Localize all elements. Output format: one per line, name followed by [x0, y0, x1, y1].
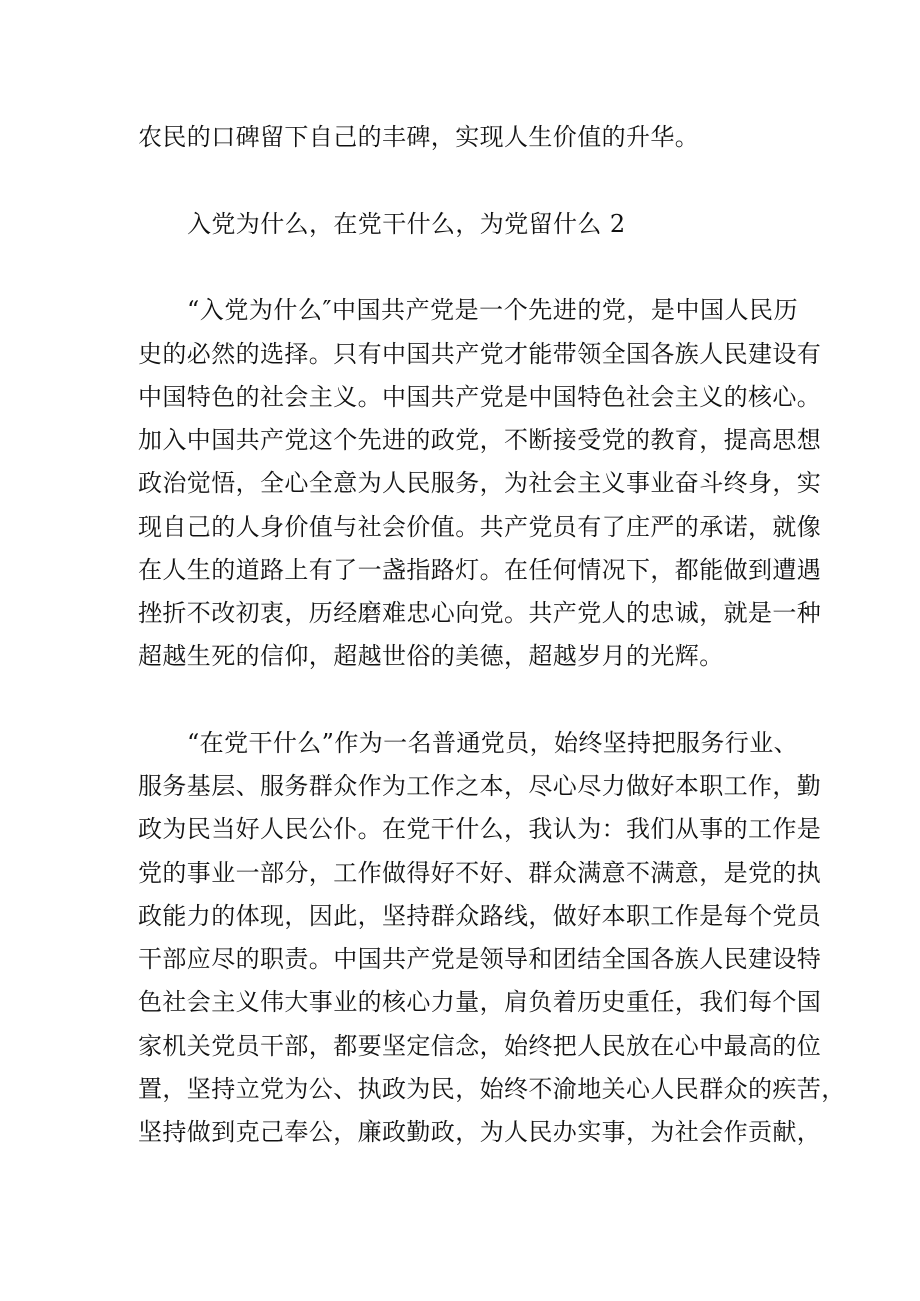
paragraph1-line: 超越生死的信仰，超越世俗的美德，超越岁月的光辉。	[138, 642, 724, 670]
paragraph2-line: 干部应尽的职责。中国共产党是领导和团结全国各族人民建设特	[138, 945, 822, 973]
paragraph1-line: 挫折不改初衷，历经磨难忠心向党。共产党人的忠诚，就是一种	[138, 599, 822, 627]
paragraph2-line: 家机关党员干部，都要坚定信念，始终把人民放在心中最高的位	[138, 1032, 822, 1060]
paragraph2-line: 置，坚持立党为公、执政为民，始终不渝地关心人民群众的疾苦，	[138, 1075, 846, 1103]
paragraph2-line: 政为民当好人民公仆。在党干什么，我认为：我们从事的工作是	[138, 815, 822, 843]
paragraph2-line: “在党干什么”作为一名普通党员，始终坚持把服务行业、	[187, 729, 798, 757]
paragraph2-line: 坚持做到克己奉公，廉政勤政，为人民办实事，为社会作贡献，	[138, 1118, 822, 1146]
paragraph2-line: 色社会主义伟大事业的核心力量，肩负着历史重任，我们每个国	[138, 988, 822, 1016]
paragraph2-line: 服务基层、服务群众作为工作之本，尽心尽力做好本职工作，勤	[138, 772, 822, 800]
paragraph1-line: 政治觉悟，全心全意为人民服务，为社会主义事业奋斗终身，实	[138, 469, 822, 497]
paragraph1-line: 加入中国共产党这个先进的政党，不断接受党的教育，提高思想	[138, 426, 822, 454]
section-title: 入党为什么，在党干什么，为党留什么 2	[187, 210, 626, 238]
paragraph1-line: 中国特色的社会主义。中国共产党是中国特色社会主义的核心。	[138, 383, 822, 411]
paragraph1-line: 现自己的人身价值与社会价值。共产党员有了庄严的承诺，就像	[138, 513, 822, 541]
paragraph1-line: 史的必然的选择。只有中国共产党才能带领全国各族人民建设有	[138, 340, 822, 368]
paragraph2-line: 党的事业一部分，工作做得好不好、群众满意不满意，是党的执	[138, 859, 822, 887]
paragraph1-line: “入党为什么″中国共产党是一个先进的党，是中国人民历	[187, 296, 798, 324]
top-fragment-line: 农民的口碑留下自己的丰碑，实现人生价值的升华。	[138, 123, 700, 151]
paragraph1-line: 在人生的道路上有了一盏指路灯。在任何情况下，都能做到遭遇	[138, 556, 822, 584]
paragraph2-line: 政能力的体现，因此，坚持群众路线，做好本职工作是每个党员	[138, 902, 822, 930]
